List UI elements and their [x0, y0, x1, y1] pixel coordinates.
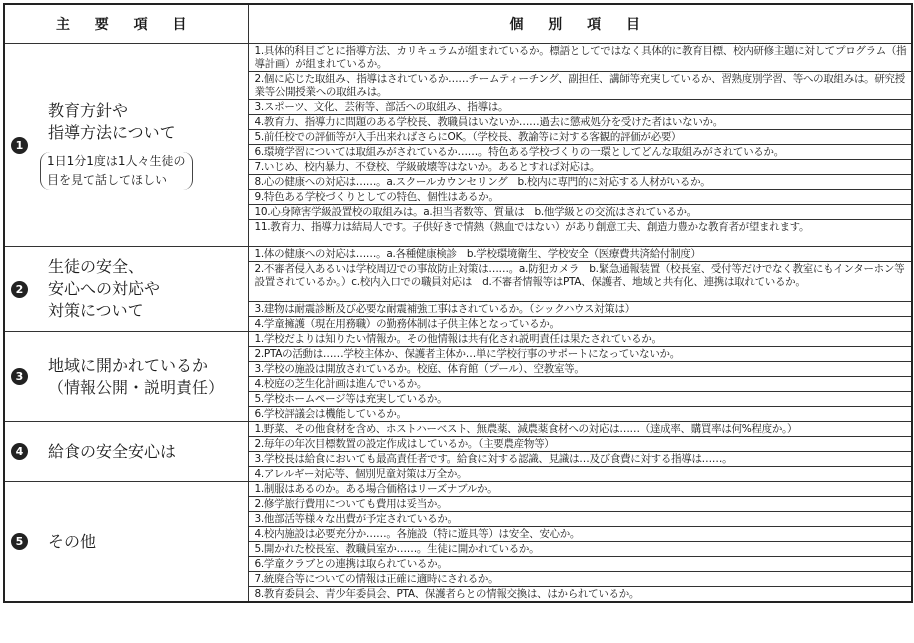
individual-item: 8.教育委員会、青少年委員会、PTA、保護者らとの情報交換は、はかられているか。 — [248, 587, 912, 603]
main-item-title-line: 教育方針や — [48, 101, 129, 120]
section-number-badge: 5 — [11, 533, 28, 550]
individual-item: 5.前任校での評価等が入手出来ればさらにOK。（学校長、教諭等に対する客観的評価が必要） — [248, 130, 912, 145]
evaluation-table — [3, 3, 913, 603]
individual-item: 1.具体的科目ごとに指導方法、カリキュラムが組まれているか。標語としてではなく具体的に教育目標、校内研修主題に対してプログラム（指導計画）が組まれているか。 — [248, 44, 912, 72]
individual-item: 11.教育力、指導力は結局人です。子供好きで情熱（熱血ではない）があり創意工夫、創造力豊かな教育者が望まれます。 — [248, 220, 912, 247]
main-item-title-line: （情報公開・説明責任） — [48, 377, 225, 397]
main-item-note-line: 1日1分1度は1人々生徒の — [47, 154, 186, 168]
individual-item: 9.特色ある学校づくりとしての特色、個性はあるか。 — [248, 190, 912, 205]
individual-item: 6.学校評議会は機能しているか。 — [248, 407, 912, 422]
section-number-badge: 1 — [11, 137, 28, 154]
individual-item: 2.個に応じた取組み、指導はされているか……チームティーチング、副担任、講師等充実しているか、習熟度別学習、等への取組みは。研究授業等公開授業への取組みは。 — [248, 72, 912, 100]
main-item-title-line: その他 — [48, 531, 97, 551]
table-row — [4, 422, 912, 437]
main-item-title-line: 対策について — [48, 301, 144, 320]
main-item-title — [48, 441, 176, 463]
main-item-title-line: 地域に開かれているか — [48, 355, 209, 375]
header-individual-items: 個 別 項 目 — [248, 4, 912, 44]
main-item-title — [48, 100, 193, 190]
main-item-title-line: 安心への対応や — [48, 279, 161, 298]
section-number-badge: 4 — [11, 443, 28, 460]
individual-item: 1.野菜、その他食材を含め、ホストハーベスト、無農薬、減農薬食材への対応は……（達成率、購買率は何%程度か。） — [248, 422, 912, 437]
individual-item: 1.体の健康への対応は……。a.各種健康検診 b.学校環境衛生、学校安全（医療費共済給付制度） — [248, 247, 912, 262]
individual-item: 4.教育力、指導力に問題のある学校長、教職員はいないか……過去に懲戒処分を受けた者はいないか。 — [248, 115, 912, 130]
individual-item: 4.学童擁護（現在用務職）の勤務体制は子供主体となっているか。 — [248, 317, 912, 332]
individual-item: 6.環境学習については取組みがされているか……。特色ある学校づくりの一環としてどんな取組みがされているか。 — [248, 145, 912, 160]
table-row — [4, 247, 912, 262]
individual-item: 2.毎年の年次目標数置の設定作成はしているか。（主要農産物等） — [248, 437, 912, 452]
individual-item: 7.統廃合等についての情報は正確に適時にされるか。 — [248, 572, 912, 587]
table-row — [4, 332, 912, 347]
main-item-note — [40, 152, 193, 190]
main-item-title-line: 指導方法について — [48, 123, 176, 142]
main-item-title — [48, 531, 96, 553]
individual-item: 3.他部活等様々な出費が予定されているか。 — [248, 512, 912, 527]
header-main-items: 主 要 項 目 — [4, 4, 248, 44]
table-row — [4, 44, 912, 72]
section-number-badge: 3 — [11, 368, 28, 385]
individual-item: 5.学校ホームページ等は充実しているか。 — [248, 392, 912, 407]
table-row — [4, 482, 912, 497]
main-item-cell — [4, 332, 248, 422]
main-item-title — [48, 355, 224, 399]
individual-item: 2.PTAの活動は……学校主体か、保護者主体か…単に学校行事のサポートになっていないか。 — [248, 347, 912, 362]
individual-item: 3.建物は耐震診断及び必要な耐震補強工事はされているか。（シックハウス対策は） — [248, 302, 912, 317]
individual-item: 4.校内施設は必要充分か……。各施設（特に遊具等）は安全、安心か。 — [248, 527, 912, 542]
individual-item: 4.アレルギー対応等、個別児童対策は万全か。 — [248, 467, 912, 482]
section-number-badge: 2 — [11, 281, 28, 298]
individual-item: 2.修学旅行費用についても費用は妥当か。 — [248, 497, 912, 512]
individual-item: 10.心身障害学級設置校の取組みは。a.担当者数等、質量は b.他学級との交流はされているか。 — [248, 205, 912, 220]
individual-item: 3.学校の施設は開放されているか。校庭、体育館（プール）、空教室等。 — [248, 362, 912, 377]
main-item-note-line: 目を見て話してほしい — [47, 173, 168, 187]
individual-item: 3.スポーツ、文化、芸術等、部活への取組み、指導は。 — [248, 100, 912, 115]
main-item-title-line: 給食の安全安心は — [48, 441, 177, 461]
individual-item: 6.学童クラブとの連携は取られているか。 — [248, 557, 912, 572]
individual-item: 5.開かれた校長室、教職員室か……。生徒に開かれているか。 — [248, 542, 912, 557]
main-item-title — [48, 256, 160, 322]
individual-item: 2.不審者侵入あるいは学校周辺での事故防止対策は……。a.防犯カメラ b.緊急通報装置（校長室、受付等だけでなく教室にもインターホン等設置されているか。）c.校内入口での職員対応は d.不審者情報等はPTA、保護者、地域と共有化、連携は取れているか。 — [248, 262, 912, 302]
individual-item: 4.校庭の芝生化計画は進んでいるか。 — [248, 377, 912, 392]
individual-item: 8.心の健康への対応は……。a.スクールカウンセリング b.校内に専門的に対応する人材がいるか。 — [248, 175, 912, 190]
main-item-title-line: 生徒の安全、 — [48, 257, 145, 276]
individual-item: 1.制服はあるのか。ある場合価格はリーズナブルか。 — [248, 482, 912, 497]
individual-item: 7.いじめ、校内暴力、不登校、学級破壊等はないか。あるとすれば対応は。 — [248, 160, 912, 175]
main-item-cell — [4, 247, 248, 332]
main-item-cell — [4, 44, 248, 247]
individual-item: 3.学校長は給食においても最高責任者です。給食に対する認識、見識は…及び食費に対する指導は……。 — [248, 452, 912, 467]
individual-item: 1.学校だよりは知りたい情報か。その他情報は共有化され説明責任は果たされているか。 — [248, 332, 912, 347]
main-item-cell — [4, 482, 248, 603]
main-item-cell — [4, 422, 248, 482]
